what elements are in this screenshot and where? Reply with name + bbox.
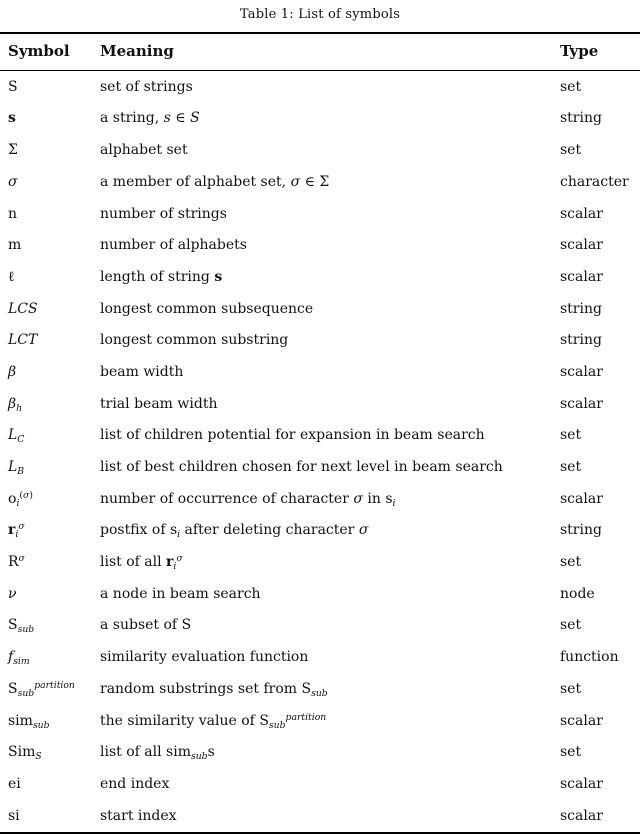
meaning-cell: number of strings — [100, 205, 227, 222]
table-row — [0, 134, 640, 166]
meaning-cell: length of string s — [100, 268, 223, 285]
type-cell: set — [560, 554, 582, 571]
meaning-cell: beam width — [100, 363, 184, 380]
symbol-cell: $o_i^{(\sigma)}$ — [8, 489, 33, 509]
symbol-cell: σ — [8, 173, 18, 190]
type-cell: set — [560, 459, 582, 476]
symbol-cell: Sim$_S$ — [8, 744, 42, 763]
table-row — [0, 451, 640, 483]
table-row — [0, 166, 640, 198]
symbol-cell: LCS — [8, 300, 38, 317]
table-caption-text: Table 1: List of symbols — [239, 7, 401, 22]
symbol-cell: $L_C$ — [8, 427, 25, 446]
symbol-cell: $S_{sub}^{partition}$ — [8, 679, 75, 700]
meaning-cell: longest common subsequence — [100, 300, 314, 317]
type-cell: character — [560, 173, 629, 190]
type-cell: scalar — [560, 490, 603, 507]
type-cell: string — [560, 522, 602, 539]
table-header-row — [0, 34, 640, 71]
table-row — [0, 768, 640, 800]
table-row — [0, 388, 640, 420]
table-row — [0, 610, 640, 642]
symbol-cell: S — [8, 78, 18, 95]
table-row — [0, 578, 640, 610]
meaning-cell: list of children potential for expansion in beam search — [100, 427, 485, 444]
type-cell: string — [560, 332, 602, 349]
table-row — [0, 356, 640, 388]
meaning-cell: list of best children chosen for next level in beam search — [100, 459, 503, 476]
type-cell: node — [560, 585, 595, 602]
table-row — [0, 546, 640, 578]
type-cell: scalar — [560, 268, 603, 285]
symbol-cell: $r_i^\sigma$ — [8, 521, 25, 541]
type-cell: set — [560, 78, 582, 95]
type-cell: scalar — [560, 363, 603, 380]
table-row — [0, 515, 640, 547]
type-cell: set — [560, 744, 582, 761]
meaning-cell: number of alphabets — [100, 237, 247, 254]
symbol-cell: m — [8, 237, 22, 254]
symbol-cell: ν — [8, 585, 17, 602]
meaning-cell: set of strings — [100, 78, 193, 95]
table-row — [0, 483, 640, 515]
table-caption — [0, 0, 640, 32]
meaning-cell: a subset of S — [100, 617, 192, 634]
meaning-cell: a string, s ∈ S — [100, 110, 200, 127]
type-cell: scalar — [560, 807, 603, 824]
symbol-cell: sim$_{sub}$ — [8, 712, 50, 731]
type-cell: string — [560, 300, 602, 317]
meaning-cell: list of all sim$_{sub}$s — [100, 744, 215, 763]
meaning-cell: similarity evaluation function — [100, 649, 309, 666]
meaning-cell: the similarity value of $S_{sub}^{partition}$ — [100, 711, 327, 731]
table-row — [0, 420, 640, 452]
header-type: Type — [560, 42, 599, 61]
type-cell: scalar — [560, 775, 603, 792]
symbol-cell: $\beta_h$ — [8, 395, 23, 414]
meaning-cell: a node in beam search — [100, 585, 261, 602]
meaning-cell: longest common substring — [100, 332, 289, 349]
symbol-cell: si — [8, 807, 20, 824]
meaning-cell: a member of alphabet set, σ ∈ Σ — [100, 173, 330, 190]
meaning-cell: end index — [100, 775, 170, 792]
meaning-cell: alphabet set — [100, 142, 188, 159]
type-cell: set — [560, 617, 582, 634]
symbol-cell: $f_{sim}$ — [8, 649, 30, 668]
meaning-cell: random substrings set from $S_{sub}$ — [100, 680, 328, 700]
table-row — [0, 261, 640, 293]
symbol-cell: ei — [8, 775, 21, 792]
type-cell: scalar — [560, 237, 603, 254]
table-row — [0, 103, 640, 135]
meaning-cell: postfix of $s_i$ after deleting character σ — [100, 522, 369, 541]
type-cell: function — [560, 649, 619, 666]
table-row — [0, 198, 640, 230]
type-cell: scalar — [560, 205, 603, 222]
table-row — [0, 293, 640, 325]
meaning-cell: number of occurrence of character σ in $s_i$ — [100, 490, 396, 509]
symbol-cell: $S_{sub}$ — [8, 617, 35, 636]
type-cell: set — [560, 142, 582, 159]
table-row — [0, 705, 640, 737]
table-row — [0, 673, 640, 705]
table-row — [0, 325, 640, 357]
type-cell: set — [560, 680, 582, 697]
symbol-cell: Σ — [8, 142, 18, 159]
symbols-table — [0, 32, 640, 834]
table-body — [0, 71, 640, 832]
symbol-cell: n — [8, 205, 18, 222]
type-cell: string — [560, 110, 602, 127]
meaning-cell: trial beam width — [100, 395, 218, 412]
symbol-cell: $R^\sigma$ — [8, 553, 25, 571]
meaning-cell: list of all $r_i^\sigma$ — [100, 553, 183, 573]
header-meaning: Meaning — [100, 42, 174, 61]
type-cell: set — [560, 427, 582, 444]
symbol-cell: $L_B$ — [8, 459, 25, 478]
symbol-cell: β — [8, 363, 17, 380]
symbol-cell: s — [8, 110, 16, 127]
table-row — [0, 71, 640, 103]
symbol-cell: LCT — [8, 332, 38, 349]
symbol-cell: ℓ — [8, 268, 15, 285]
meaning-cell: start index — [100, 807, 177, 824]
table-row — [0, 641, 640, 673]
type-cell: scalar — [560, 712, 603, 729]
table-row — [0, 736, 640, 768]
type-cell: scalar — [560, 395, 603, 412]
header-symbol: Symbol — [8, 42, 70, 61]
table-row — [0, 800, 640, 832]
table-row — [0, 229, 640, 261]
